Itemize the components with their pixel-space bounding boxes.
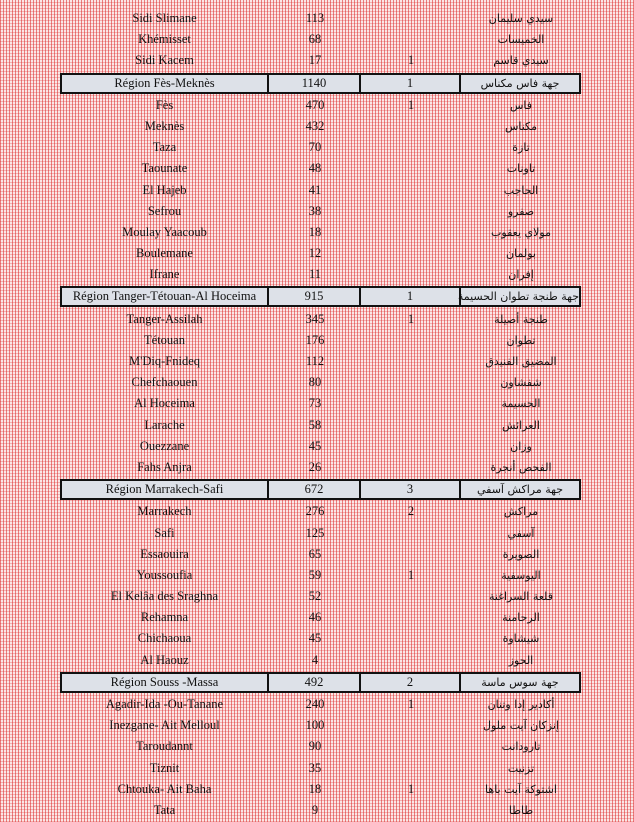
count-value: 276 <box>305 504 325 519</box>
french-name: Inezgane- Ait Melloul <box>109 718 220 733</box>
french-name: Meknès <box>144 118 185 133</box>
arabic-name: سيدي سليمان <box>488 12 554 25</box>
table-row <box>0 372 634 393</box>
arabic-name: العرائش <box>502 418 540 432</box>
secondary-value <box>361 457 461 478</box>
secondary-value <box>361 29 461 50</box>
count-value: 46 <box>308 610 322 625</box>
arabic-name: الحاجب <box>503 183 539 197</box>
count-value: 90 <box>308 739 322 754</box>
arabic-name: بولمان <box>506 247 536 261</box>
table-row <box>0 800 634 821</box>
french-name: Tiznit <box>149 760 180 775</box>
table-row <box>0 243 634 264</box>
secondary-value <box>361 628 461 649</box>
count-value: 12 <box>308 246 322 261</box>
arabic-name: شفشاون <box>500 376 542 390</box>
table-row <box>0 50 634 71</box>
table-row <box>0 309 634 330</box>
count-value: 41 <box>308 182 322 197</box>
french-name: El Hajeb <box>142 182 187 197</box>
table-row <box>0 736 634 757</box>
french-name: Youssoufia <box>136 567 193 582</box>
table-row <box>0 116 634 137</box>
secondary-value <box>361 180 461 201</box>
arabic-name: اشتوكة آيت باها <box>485 782 557 796</box>
french-name: Khémisset <box>138 32 191 47</box>
arabic-name: أكادير إدا وتنان <box>487 698 555 711</box>
arabic-name: صفرو <box>507 204 535 218</box>
arabic-name: وزان <box>510 439 532 453</box>
count-value: 345 <box>305 311 325 326</box>
arabic-name: الحوز <box>508 653 534 667</box>
count-value: 45 <box>308 631 322 646</box>
arabic-name: اليوسفية <box>501 568 541 582</box>
table-row <box>0 222 634 243</box>
french-name: Essaouira <box>140 546 189 561</box>
french-name: Taroudannt <box>136 739 193 754</box>
french-name: Safi <box>154 525 175 540</box>
secondary-value <box>361 116 461 137</box>
secondary-value: 1 <box>361 73 461 94</box>
secondary-value <box>361 158 461 179</box>
french-name: M'Diq-Fnideq <box>128 354 200 368</box>
french-name: Larache <box>144 417 185 432</box>
count-value: 80 <box>308 375 322 390</box>
table-row <box>0 715 634 736</box>
table-row <box>0 565 634 586</box>
table-row <box>0 351 634 372</box>
french-name: Sidi Slimane <box>132 11 197 25</box>
french-name: Ouezzane <box>139 438 190 453</box>
french-name: Région Souss -Massa <box>60 672 269 693</box>
table-row <box>0 158 634 179</box>
arabic-name: طاطا <box>508 803 534 817</box>
count-value: 58 <box>308 417 322 432</box>
statistics-table <box>0 8 634 821</box>
count-value: 70 <box>308 140 322 155</box>
french-name: Région Tanger-Tétouan-Al Hoceima <box>60 286 269 307</box>
table-row <box>0 694 634 715</box>
secondary-value <box>361 372 461 393</box>
count-value: 125 <box>305 525 325 540</box>
french-name: Fahs Anjra <box>137 459 192 474</box>
count-value: 52 <box>308 589 322 604</box>
french-name: Région Marrakech-Safi <box>60 479 269 500</box>
count-value: 100 <box>305 718 325 733</box>
french-name: Tétouan <box>144 332 185 347</box>
count-value: 59 <box>308 567 322 582</box>
secondary-value <box>361 736 461 757</box>
secondary-value <box>361 330 461 351</box>
arabic-name: مراكش <box>503 505 539 519</box>
count-value: 38 <box>308 203 322 218</box>
table-row <box>0 501 634 522</box>
count-value: 9 <box>311 802 319 817</box>
secondary-value: 1 <box>407 311 415 326</box>
table-row <box>0 8 634 29</box>
table-row <box>0 95 634 116</box>
region-row <box>0 73 634 94</box>
arabic-name: الفحص أنجرة <box>490 460 552 474</box>
arabic-name: إنزكان آيت ملول <box>483 719 559 733</box>
secondary-value: 1 <box>407 781 415 796</box>
table-row <box>0 29 634 50</box>
arabic-name: تطوان <box>506 333 536 347</box>
french-name: Tanger-Assilah <box>126 311 203 326</box>
arabic-name: المضيق الفنيدق <box>485 355 557 368</box>
secondary-value <box>361 523 461 544</box>
table-row <box>0 436 634 457</box>
count-value: 17 <box>308 53 322 68</box>
secondary-value <box>361 607 461 628</box>
arabic-name: شيشاوة <box>502 632 540 646</box>
french-name: Taounate <box>141 161 188 176</box>
secondary-value: 1 <box>407 53 415 68</box>
arabic-name: الصويرة <box>502 547 540 561</box>
french-name: Chtouka- Ait Baha <box>117 781 212 796</box>
secondary-value <box>361 650 461 671</box>
count-value: 11 <box>308 267 322 282</box>
secondary-value <box>361 137 461 158</box>
table-row <box>0 180 634 201</box>
secondary-value <box>361 393 461 414</box>
arabic-name: مولاي يعقوب <box>491 225 551 239</box>
french-name: Tata <box>153 802 176 817</box>
table-row <box>0 628 634 649</box>
count-value: 65 <box>308 546 322 561</box>
secondary-value <box>361 243 461 264</box>
count-value: 240 <box>305 697 325 711</box>
count-value: 48 <box>308 161 322 176</box>
secondary-value: 1 <box>361 286 461 307</box>
arabic-name: جهة طنجة تطوان الحسيمة <box>461 286 581 307</box>
french-name: Sidi Kacem <box>135 53 194 68</box>
table-row <box>0 650 634 671</box>
arabic-name: جهة مراكش آسفي <box>461 479 581 500</box>
french-name: Région Fès-Meknès <box>60 73 269 94</box>
french-name: Fès <box>155 97 174 112</box>
count-value: 492 <box>269 672 361 693</box>
count-value: 18 <box>308 224 322 239</box>
count-value: 73 <box>308 396 322 411</box>
french-name: Moulay Yaacoub <box>122 224 207 239</box>
count-value: 470 <box>305 97 325 112</box>
count-value: 112 <box>305 354 325 368</box>
arabic-name: طنجة أصيلة <box>494 312 548 326</box>
secondary-value <box>361 8 461 29</box>
secondary-value <box>361 715 461 736</box>
table-row <box>0 607 634 628</box>
table-row <box>0 457 634 478</box>
count-value: 45 <box>308 438 322 453</box>
count-value: 1140 <box>269 73 361 94</box>
count-value: 18 <box>308 781 322 796</box>
secondary-value <box>361 351 461 372</box>
table-row <box>0 586 634 607</box>
region-row <box>0 286 634 307</box>
count-value: 26 <box>308 459 322 474</box>
french-name: Chefchaouen <box>131 375 198 390</box>
arabic-name: الخميسات <box>497 33 545 47</box>
secondary-value: 3 <box>361 479 461 500</box>
arabic-name: تزنيت <box>507 761 535 775</box>
secondary-value <box>361 436 461 457</box>
arabic-name: تارودانت <box>501 740 541 754</box>
count-value: 432 <box>305 118 325 133</box>
french-name: Agadir-Ida -Ou-Tanane <box>105 697 224 711</box>
secondary-value <box>361 800 461 821</box>
table-row <box>0 201 634 222</box>
secondary-value: 1 <box>407 697 415 711</box>
region-row <box>0 479 634 500</box>
secondary-value <box>361 264 461 285</box>
secondary-value: 2 <box>361 672 461 693</box>
french-name: Chichaoua <box>137 631 192 646</box>
count-value: 35 <box>308 760 322 775</box>
arabic-name: سيدي قاسم <box>493 54 549 68</box>
table-row <box>0 393 634 414</box>
table-row <box>0 779 634 800</box>
table-row <box>0 415 634 436</box>
table-row <box>0 264 634 285</box>
secondary-value <box>361 201 461 222</box>
count-value: 915 <box>269 286 361 307</box>
table-row <box>0 330 634 351</box>
arabic-name: مكناس <box>504 119 538 133</box>
arabic-name: الرحامنة <box>502 611 540 625</box>
secondary-value: 2 <box>407 504 415 519</box>
arabic-name: آسفي <box>507 526 535 540</box>
secondary-value <box>361 222 461 243</box>
count-value: 672 <box>269 479 361 500</box>
table-row <box>0 758 634 779</box>
secondary-value: 1 <box>407 567 415 582</box>
table-row <box>0 523 634 544</box>
secondary-value <box>361 586 461 607</box>
french-name: Boulemane <box>136 246 193 261</box>
french-name: Ifrane <box>149 267 180 282</box>
arabic-name: جهة فاس مكناس <box>461 73 581 94</box>
arabic-name: جهة سوس ماسة <box>461 672 581 693</box>
arabic-name: فاس <box>509 98 533 112</box>
secondary-value <box>361 415 461 436</box>
arabic-name: إفران <box>508 268 534 282</box>
arabic-name: تازة <box>512 141 530 155</box>
table-row <box>0 544 634 565</box>
french-name: Al Hoceima <box>134 396 195 411</box>
french-name: Rehamna <box>140 610 189 625</box>
french-name: El Kelâa des Sraghna <box>110 589 219 604</box>
arabic-name: تاونات <box>506 162 536 176</box>
french-name: Sefrou <box>147 203 182 218</box>
french-name: Marrakech <box>137 504 192 519</box>
french-name: Taza <box>152 140 177 155</box>
arabic-name: الحسيمة <box>501 397 541 411</box>
secondary-value: 1 <box>407 97 415 112</box>
count-value: 113 <box>305 11 325 25</box>
secondary-value <box>361 544 461 565</box>
region-row <box>0 672 634 693</box>
count-value: 4 <box>311 652 319 667</box>
count-value: 68 <box>308 32 322 47</box>
french-name: Al Haouz <box>140 652 189 667</box>
table-row <box>0 137 634 158</box>
count-value: 176 <box>305 332 325 347</box>
arabic-name: قلعة السراغنة <box>489 590 553 604</box>
secondary-value <box>361 758 461 779</box>
